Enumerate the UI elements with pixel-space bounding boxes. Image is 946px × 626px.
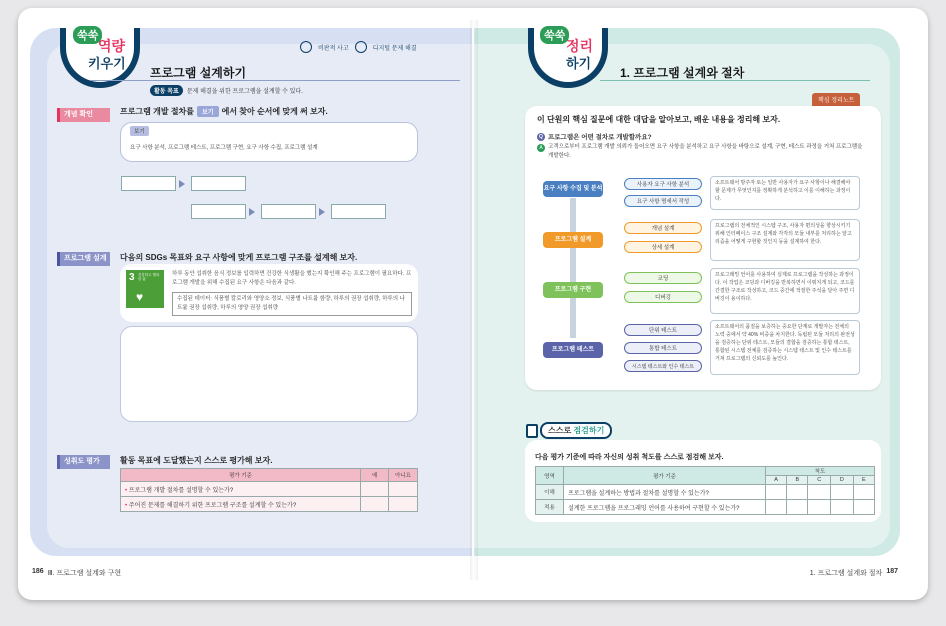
left-badge-subtitle: 키우기 bbox=[88, 56, 126, 71]
right-title-rule bbox=[600, 80, 870, 81]
self-h-area: 영역 bbox=[536, 467, 564, 485]
flow-arrow-2 bbox=[249, 208, 255, 216]
self-2a[interactable] bbox=[766, 500, 787, 515]
thinking-icon bbox=[300, 41, 312, 53]
flow-box-1[interactable] bbox=[121, 176, 176, 191]
title-rule bbox=[90, 80, 460, 81]
goal-label: 활동 목표 bbox=[150, 85, 183, 96]
stage-3-desc: 프로그래밍 언어를 사용하여 실제로 프로그램을 작성하는 과정이다. 이 작업은 코딩과 디버깅을 반복하면서 이뤄지게 되고, 코드를 간결한 구조로 작성하고, 코드 중간에 적절한 주석을 달아 주면 디버깅이 용이하다. bbox=[710, 268, 860, 314]
right-page-number: 187 bbox=[886, 568, 898, 575]
competency-tags bbox=[300, 40, 450, 54]
eval-table: 평가 기준 예 아니요 • 프로그램 개발 절차를 설명할 수 있는가? • 주어진 문제를 해결하기 위한 프로그램 구조를 설계할 수 있는가? bbox=[120, 468, 418, 512]
eval-yes-2[interactable] bbox=[361, 497, 389, 512]
digital-icon bbox=[355, 41, 367, 53]
scale-d: D bbox=[831, 476, 854, 485]
eval-no-1[interactable] bbox=[389, 482, 418, 497]
right-badge-title: 정리 bbox=[566, 38, 594, 54]
stage-2-desc: 프로그램의 전체적인 시스템 구조, 사용자 편의성을 향상시키기 위해 인터페이스 구조 설계와 각각의 모듈 내부를 처리하는 알고리즘을 어떻게 구현할 것인지 등을 설계하여 한다. bbox=[710, 219, 860, 261]
left-badge-tag: 쑥쑥 bbox=[73, 26, 102, 44]
self-1b[interactable] bbox=[787, 485, 808, 500]
stage-2-item-2: 상세 설계 bbox=[624, 241, 702, 253]
note-answer: 고객으로부터 프로그램 개발 의뢰가 들어오면 요구 사항을 분석하고 요구 사항을 바탕으로 설계, 구현, 테스트 과정을 거쳐 프로그램을 개발한다. bbox=[548, 144, 863, 159]
note-answer-row bbox=[537, 143, 867, 161]
s1-inst-a: 프로그램 개발 절차를 bbox=[120, 107, 194, 116]
left-page-number: 186 bbox=[32, 568, 44, 575]
left-badge-title: 역량 bbox=[98, 38, 126, 54]
flow-arrow-3 bbox=[319, 208, 325, 216]
goal-row bbox=[150, 85, 303, 96]
stage-3-item-1: 코딩 bbox=[624, 272, 702, 284]
comp-tag-2: 디지털 문제 해결 bbox=[372, 45, 417, 52]
example-box-text: 요구 사항 분석, 프로그램 테스트, 프로그램 구현, 요구 사항 수집, 프로그램 설계 bbox=[130, 145, 318, 151]
right-badge-tag: 쑥쑥 bbox=[540, 26, 569, 44]
right-footer-text: 1. 프로그램 설계와 절차 bbox=[809, 570, 883, 577]
stage-4: 프로그램 테스트 bbox=[543, 342, 603, 358]
heartbeat-icon: ♥ bbox=[136, 290, 144, 304]
stage-connector bbox=[570, 198, 576, 338]
s1-label: 개념 확인 bbox=[60, 108, 110, 122]
s2-instruction: 다음의 SDGs 목표와 요구 사항에 맞게 프로그램 구조를 설계해 보자. bbox=[120, 253, 358, 262]
flow-box-4[interactable] bbox=[261, 204, 316, 219]
left-footer bbox=[32, 568, 121, 578]
scale-a: A bbox=[766, 476, 787, 485]
stage-4-item-3: 시스템 테스트와 인수 테스트 bbox=[624, 360, 702, 372]
sdg-text: 건강하고 행복한 삶 bbox=[138, 273, 160, 281]
stage-4-item-2: 통합 테스트 bbox=[624, 342, 702, 354]
note-label: 핵심 정리노트 bbox=[812, 93, 860, 106]
s1-instruction bbox=[120, 106, 328, 117]
q-icon: Q bbox=[537, 133, 545, 141]
sdg-description: 하루 동안 섭취한 음식 정보를 입력하면 건강한 식생활을 했는지 확인해 주는 프로그램이 필요하다. 프로그램 개발을 위해 수집된 요구 사항은 다음과 같다. bbox=[172, 271, 412, 286]
self-tag-a: 스스로 bbox=[548, 426, 572, 435]
right-footer bbox=[810, 568, 898, 578]
sdg3-icon bbox=[126, 270, 164, 308]
self-1e[interactable] bbox=[853, 485, 874, 500]
flow-arrow-1 bbox=[179, 180, 185, 188]
self-tag-b: 점검하기 bbox=[573, 426, 605, 435]
eval-h-yes: 예 bbox=[361, 469, 389, 482]
scale-b: B bbox=[787, 476, 808, 485]
self-row-1-area: 이해 bbox=[536, 485, 564, 500]
self-row-1-crit: 프로그램을 설계하는 방법과 절차를 설명할 수 있는가? bbox=[564, 485, 766, 500]
stage-1-item-1: 사용자 요구 사항 분석 bbox=[624, 178, 702, 190]
stage-4-desc: 소프트웨어의 품질을 보증하는 중요한 단계로 개발자는 전체의 노력 중에서 약 40% 비중을 차지한다. 독립된 모듈 처리의 완전성을 검증하는 단위 테스트, 모듈의 결합을 검증하는 통합 테스트, 통합된 시스템 전체를 검증하는 시스템 테스트 및 인수 테스트를 거쳐 프로그램의 신뢰도를 높인다. bbox=[710, 320, 860, 375]
eval-h-no: 아니요 bbox=[389, 469, 418, 482]
right-title: 1. 프로그램 설계와 절차 bbox=[620, 66, 745, 80]
stage-2-item-1: 개념 설계 bbox=[624, 222, 702, 234]
left-footer-text: Ⅲ. 프로그램 설계와 구현 bbox=[47, 570, 122, 577]
right-badge-subtitle: 하기 bbox=[566, 56, 592, 71]
self-h-scale: 척도 bbox=[766, 467, 875, 476]
scale-e: E bbox=[853, 476, 874, 485]
self-1d[interactable] bbox=[831, 485, 854, 500]
s3-label: 성취도 평가 bbox=[60, 455, 110, 469]
flow-box-3[interactable] bbox=[191, 204, 246, 219]
scale-c: C bbox=[808, 476, 831, 485]
self-h-crit: 평가 기준 bbox=[564, 467, 766, 485]
eval-no-2[interactable] bbox=[389, 497, 418, 512]
self-check-header bbox=[526, 422, 612, 439]
book-spine bbox=[470, 20, 478, 580]
self-2d[interactable] bbox=[831, 500, 854, 515]
note-question-row bbox=[537, 132, 652, 141]
flow-box-5[interactable] bbox=[331, 204, 386, 219]
s1-inst-b: 에서 찾아 순서에 맞게 써 보자. bbox=[221, 107, 328, 116]
eval-yes-1[interactable] bbox=[361, 482, 389, 497]
eval-row-2: 주어진 문제를 해결하기 위한 프로그램 구조를 설계할 수 있는가? bbox=[128, 502, 297, 509]
self-row-2-area: 적용 bbox=[536, 500, 564, 515]
requirements-box: 수집된 데이터: 식품별 칼로리와 영양소 정보, 식품별 나트륨 함량, 하루의 권장 섭취량, 하루의 나트륨 권장 섭취량, 하루의 영양 권장 섭취량 bbox=[172, 292, 412, 316]
clipboard-icon bbox=[526, 424, 538, 438]
self-1a[interactable] bbox=[766, 485, 787, 500]
self-2e[interactable] bbox=[853, 500, 874, 515]
eval-row-1: 프로그램 개발 절차를 설명할 수 있는가? bbox=[128, 487, 234, 494]
stage-3-item-2: 디버깅 bbox=[624, 291, 702, 303]
flow-box-2[interactable] bbox=[191, 176, 246, 191]
s3-instruction: 활동 목표에 도달했는지 스스로 평가해 보자. bbox=[120, 456, 273, 465]
a-icon: A bbox=[537, 144, 545, 152]
self-check-instruction: 다음 평가 기준에 따라 자신의 성취 척도를 스스로 점검해 보자. bbox=[535, 454, 724, 461]
goal-text: 문제 해결을 위한 프로그램을 설계할 수 있다. bbox=[186, 89, 303, 95]
stage-4-item-1: 단위 테스트 bbox=[624, 324, 702, 336]
eval-h-crit: 평가 기준 bbox=[121, 469, 361, 482]
comp-tag-1: 비판적 사고 bbox=[318, 45, 349, 52]
self-2c[interactable] bbox=[808, 500, 831, 515]
sdg-num: 3 bbox=[129, 272, 135, 283]
self-row-2-crit: 설계한 프로그램을 프로그래밍 언어를 사용하여 구현할 수 있는가? bbox=[564, 500, 766, 515]
s1-inst-box: 보기 bbox=[197, 106, 219, 117]
stage-1-item-2: 요구 사항 명세서 작성 bbox=[624, 195, 702, 207]
design-answer-area[interactable] bbox=[120, 326, 418, 422]
stage-1: 요구 사항 수집 및 분석 bbox=[543, 181, 603, 197]
self-check-table bbox=[535, 466, 875, 515]
stage-2: 프로그램 설계 bbox=[543, 232, 603, 248]
self-1c[interactable] bbox=[808, 485, 831, 500]
example-box bbox=[120, 122, 418, 162]
self-2b[interactable] bbox=[787, 500, 808, 515]
stage-3: 프로그램 구현 bbox=[543, 282, 603, 298]
note-question: 프로그램은 어떤 절차로 개발할까요? bbox=[548, 134, 652, 141]
left-title: 프로그램 설계하기 bbox=[150, 66, 247, 80]
example-box-title: 보기 bbox=[130, 126, 149, 136]
stage-1-desc: 소프트웨어 방주자 또는 일반 사용자가 요구 사항이나 해결해야 할 문제가 무엇인지를 정확하게 분석하고 이를 이해하는 과정이다. bbox=[710, 176, 860, 210]
s2-label: 프로그램 설계 bbox=[60, 252, 110, 266]
note-intro: 이 단원의 핵심 질문에 대한 대답을 알아보고, 배운 내용을 정리해 보자. bbox=[537, 115, 781, 124]
